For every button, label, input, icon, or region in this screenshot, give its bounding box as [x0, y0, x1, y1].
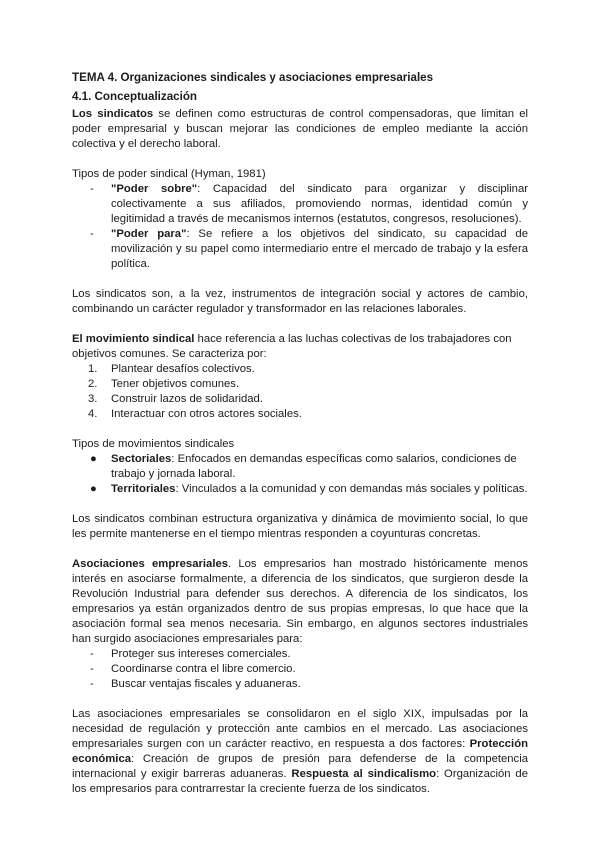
movimiento-bold: El movimiento sindical: [72, 333, 195, 345]
list-item: [72, 362, 528, 377]
list-marker: 1.: [88, 363, 98, 375]
list-item: [72, 452, 528, 482]
list-marker: -: [90, 228, 94, 240]
list-marker: -: [90, 663, 94, 675]
list-item: [72, 377, 528, 392]
asociaciones-bold: Asociaciones empresariales: [72, 558, 229, 570]
final-paragraph: [72, 707, 528, 797]
item-text: Interactuar con otros actores sociales.: [111, 408, 302, 420]
item-text: Construir lazos de solidaridad.: [111, 393, 263, 405]
final-text-1: Las asociaciones empresariales se consolidaron en el siglo XIX, impulsadas por la necesidad de regulación y protección ante cambios en el mercado. Las asociaciones empresariales surgen con un carácter reactivo, en respuesta a dos factores:: [72, 708, 528, 750]
intro-paragraph: [72, 107, 528, 152]
intro-text: se definen como estructuras de control compensadoras, que limitan el poder empresarial y buscan mejorar las condiciones de empleo mediante la acción colectiva y el derecho laboral.: [72, 108, 528, 150]
poder-list: [72, 182, 528, 272]
section-heading: 4.1. Conceptualización: [72, 90, 197, 103]
item-text: Buscar ventajas fiscales y aduaneras.: [111, 678, 301, 690]
integracion-paragraph: Los sindicatos son, a la vez, instrumentos de integración social y actores de cambio, combinando un carácter regulador y transformador en las relaciones laborales.: [72, 288, 528, 315]
item-bold: "Poder sobre": [111, 183, 198, 195]
list-item: [72, 182, 528, 227]
list-item: [72, 407, 528, 422]
list-item: [72, 227, 528, 272]
tipos-mov-heading: Tipos de movimientos sindicales: [72, 438, 235, 450]
list-marker: -: [90, 678, 94, 690]
doc-title: TEMA 4. Organizaciones sindicales y asociaciones empresariales: [72, 71, 434, 84]
item-text: : Enfocados en demandas específicas como salarios, condiciones de trabajo y jornada laboral.: [111, 453, 517, 480]
list-item: [72, 677, 528, 692]
final-text-3: : Organización de los empresarios para contrarrestar la creciente fuerza de los sindicatos.: [72, 768, 528, 795]
final-text-2: : Creación de grupos de presión para defenderse de la competencia internacional y exigir barreras aduaneras.: [72, 753, 528, 780]
item-text: Coordinarse contra el libre comercio.: [111, 663, 296, 675]
movimiento-paragraph: [72, 332, 528, 362]
final-bold-2: Respuesta al sindicalismo: [291, 768, 437, 780]
item-text: : Capacidad del sindicato para organizar y disciplinar colectivamente a sus afiliados, promoviendo normas, identidad común y legitimidad a través de mecanismos internos (estatutos, congresos, resoluciones).: [111, 183, 528, 225]
list-marker: 2.: [88, 378, 98, 390]
list-marker: 4.: [88, 408, 98, 420]
list-item: [72, 392, 528, 407]
item-text: Tener objetivos comunes.: [111, 378, 240, 390]
list-item: [72, 647, 528, 662]
asociaciones-list: [72, 647, 528, 692]
movimiento-list: [72, 362, 528, 422]
asociaciones-paragraph: [72, 557, 528, 647]
item-bold: Sectoriales: [111, 453, 172, 465]
item-text: Plantear desafíos colectivos.: [111, 363, 255, 375]
combinan-paragraph: Los sindicatos combinan estructura organizativa y dinámica de movimiento social, lo que les permite mantenerse en el tiempo mientras responden a coyunturas concretas.: [72, 513, 528, 540]
final-bold-1: Protección económica: [72, 738, 528, 765]
document-body: [72, 70, 528, 797]
movimiento-text: hace referencia a las luchas colectivas de los trabajadores con objetivos comunes. Se caracteriza por:: [72, 333, 512, 360]
item-text: : Vinculados a la comunidad y con demandas más sociales y políticas.: [175, 483, 528, 495]
bullet-marker: ●: [90, 453, 97, 465]
list-item: [72, 662, 528, 677]
list-marker: -: [90, 648, 94, 660]
item-bold: "Poder para": [111, 228, 187, 240]
tipos-mov-list: [72, 452, 528, 497]
list-marker: 3.: [88, 393, 98, 405]
asociaciones-text: . Los empresarios han mostrado históricamente menos interés en asociarse formalmente, a diferencia de los sindicatos, que surgieron desde la Revolución Industrial para defender sus derechos. A diferencia de los sindicatos, los empresarios ya están organizados dentro de sus propias empresas, lo que hace que la asociación formal sea menos necesaria. Sin embargo, en algunos sectores industriales han surgido asociaciones empresariales para:: [72, 558, 529, 645]
item-bold: Territoriales: [111, 483, 176, 495]
poder-heading: Tipos de poder sindical (Hyman, 1981): [72, 168, 266, 180]
item-text: : Se refiere a los objetivos del sindicato, su capacidad de movilización y su papel como intermediario entre el mercado de trabajo y la esfera política.: [111, 228, 528, 270]
list-marker: -: [90, 183, 94, 195]
bullet-marker: ●: [90, 483, 97, 495]
item-text: Proteger sus intereses comerciales.: [111, 648, 291, 660]
list-item: [72, 482, 528, 497]
intro-bold: Los sindicatos: [72, 108, 154, 120]
